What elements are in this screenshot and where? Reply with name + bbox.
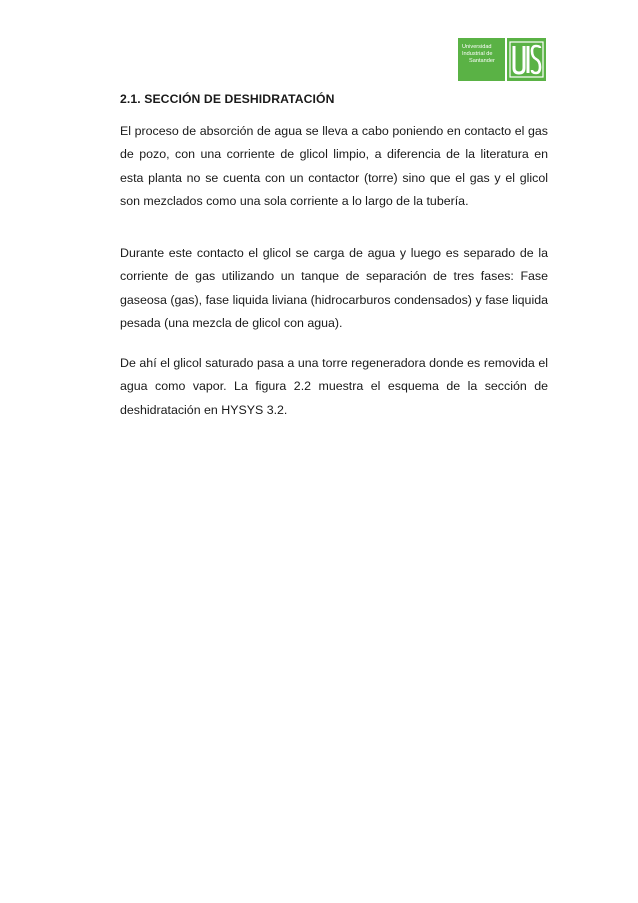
university-logo <box>458 38 546 81</box>
logo-line-1: Universidad <box>462 44 492 50</box>
uis-emblem-icon <box>507 38 546 81</box>
paragraph-regeneration: De ahí el glicol saturado pasa a una torre regeneradora donde es removida el agua como vapor. La figura 2.2 muestra el esquema de la sección de deshidratación en HYSYS 3.2. <box>120 356 548 417</box>
logo-wordmark <box>458 38 505 81</box>
paragraph-absorption: El proceso de absorción de agua se lleva a cabo poniendo en contacto el gas de pozo, con una corriente de glicol limpio, a diferencia de la literatura en esta planta no se cuenta con un contactor (torre) sino que el gas y el glicol son mezclados como una sola corriente a lo largo de la tubería. <box>120 124 548 209</box>
logo-line-3: Santander <box>469 58 495 64</box>
section-heading: 2.1. SECCIÓN DE DESHIDRATACIÓN <box>120 92 335 106</box>
paragraph-separation: Durante este contacto el glicol se carga de agua y luego es separado de la corriente de gas utilizando un tanque de separación de tres fases: Fase gaseosa (gas), fase liquida liviana (hidrocarburos condensados) y fase liquida pesada (una mezcla de glicol con agua). <box>120 246 548 331</box>
logo-line-2: Industrial de <box>462 51 493 57</box>
